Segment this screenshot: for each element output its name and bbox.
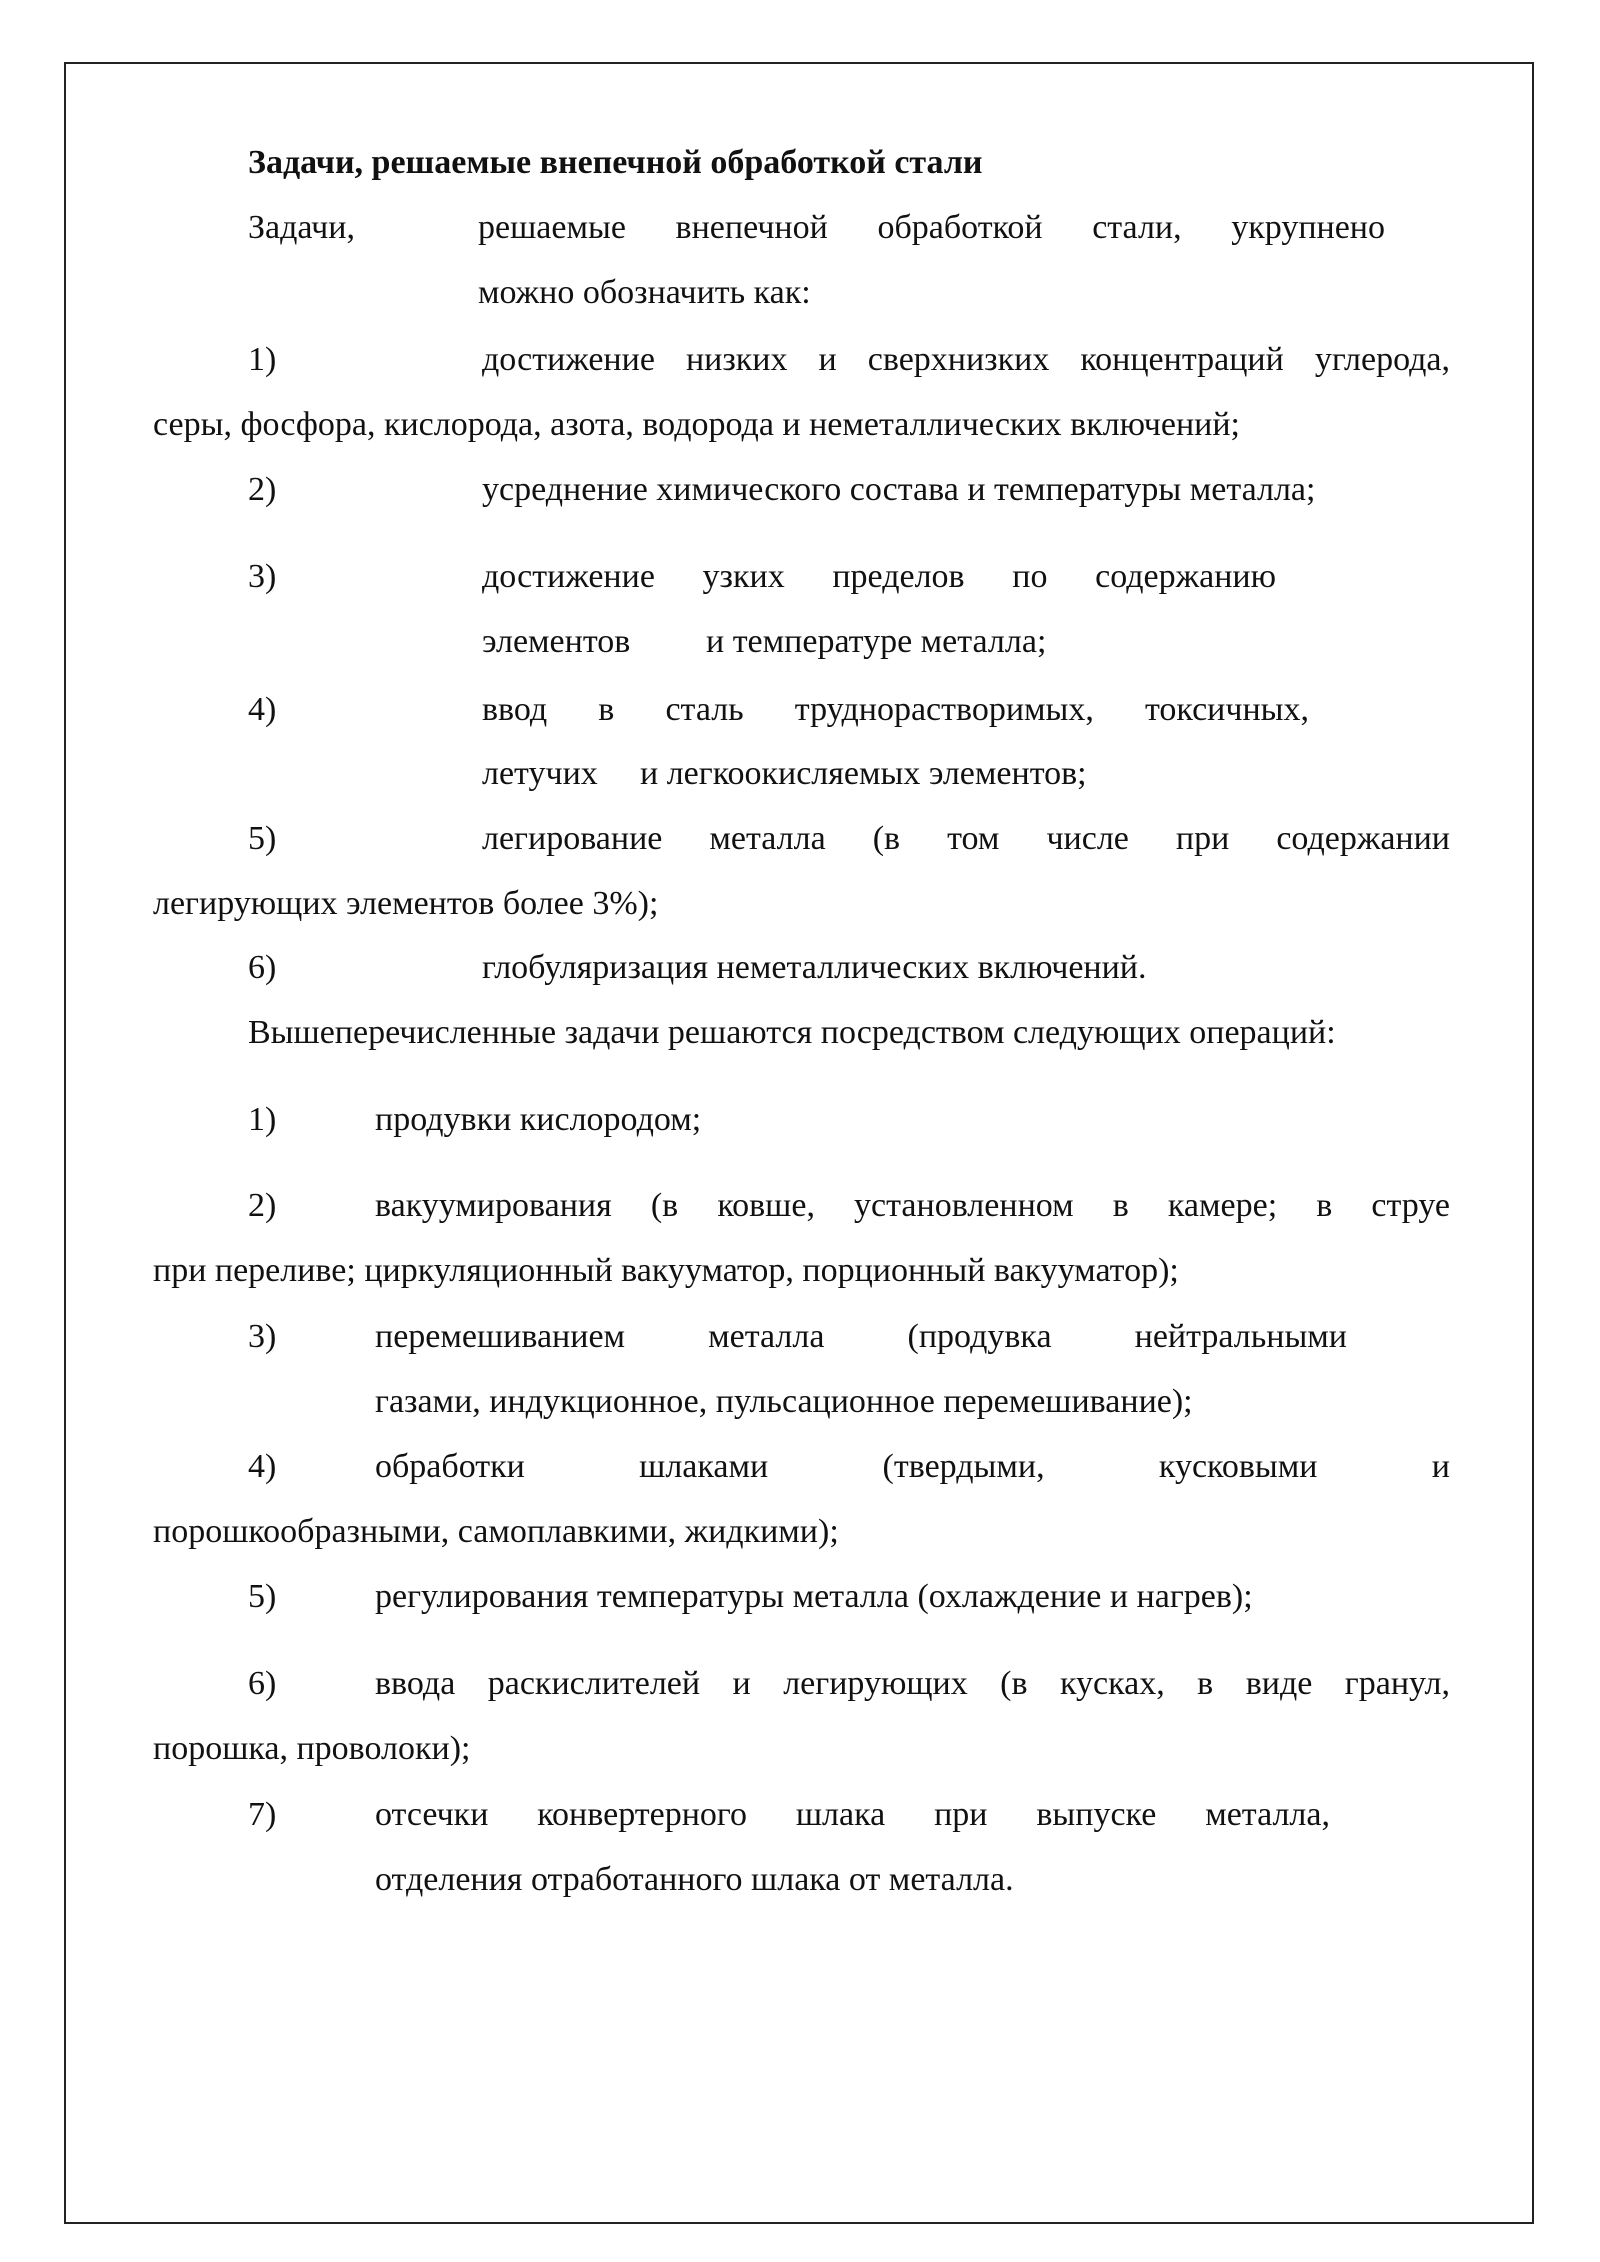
operations-intro: Вышеперечисленные задачи решаются посредством следующих операций: [248, 1014, 1336, 1051]
operation-text: вакуумирования (в ковше, установленном в камере; в струе [375, 1187, 1450, 1224]
operation-text: продувки кислородом; [375, 1101, 702, 1138]
task-text: ввод в сталь труднорастворимых, токсичных, [482, 691, 1309, 728]
task-number: 1) [248, 341, 277, 378]
task-text: усреднение химического состава и температуры металла; [482, 471, 1316, 508]
operation-number: 5) [248, 1578, 277, 1615]
operation-number: 6) [248, 1665, 277, 1702]
task-text: достижение низких и сверхнизких концентраций углерода, [482, 341, 1450, 378]
operation-text: регулирования температуры металла (охлаждение и нагрев); [375, 1578, 1253, 1615]
document-title: Задачи, решаемые внепечной обработкой стали [248, 144, 983, 181]
operation-number: 4) [248, 1448, 277, 1485]
operation-text: перемешиванием металла (продувка нейтральными [375, 1318, 1347, 1355]
operation-text-continued: при переливе; циркуляционный вакууматор, порционный вакууматор); [153, 1252, 1179, 1289]
operation-text: отсечки конвертерного шлака при выпуске металла, [375, 1796, 1330, 1833]
task-number: 6) [248, 949, 277, 986]
task-number: 5) [248, 820, 277, 857]
operation-number: 3) [248, 1318, 277, 1355]
operation-text-continued: газами, индукционное, пульсационное перемешивание); [375, 1383, 1193, 1420]
operation-number: 2) [248, 1187, 277, 1224]
operation-text-continued: порошка, проволоки); [153, 1730, 471, 1767]
task-text-continued: элементов [482, 623, 631, 660]
task-text: глобуляризация неметаллических включений. [482, 949, 1147, 986]
task-number: 3) [248, 558, 277, 595]
operation-text: ввода раскислителей и легирующих (в кусках, в виде гранул, [375, 1665, 1450, 1702]
task-number: 4) [248, 691, 277, 728]
task-text-continued: и легкоокисляемых элементов; [640, 755, 1087, 792]
task-text-continued: летучих [482, 755, 598, 792]
intro-line-2: можно обозначить как: [478, 274, 811, 311]
task-text-continued: легирующих элементов более 3%); [153, 885, 659, 922]
operation-text-continued: отделения отработанного шлака от металла. [375, 1861, 1014, 1898]
task-text: достижение узких пределов по содержанию [482, 558, 1276, 595]
task-text-continued: серы, фосфора, кислорода, азота, водорода и неметаллических включений; [153, 406, 1241, 443]
intro-line-1: решаемые внепечной обработкой стали, укрупнено [478, 209, 1385, 246]
operation-text-continued: порошкообразными, самоплавкими, жидкими); [153, 1513, 839, 1550]
task-number: 2) [248, 471, 277, 508]
task-text: легирование металла (в том числе при содержании [482, 820, 1450, 857]
task-text-continued: и температуре металла; [706, 623, 1047, 660]
intro-word: Задачи, [248, 209, 355, 246]
operation-text: обработки шлаками (твердыми, кусковыми и [375, 1448, 1450, 1485]
operation-number: 1) [248, 1101, 277, 1138]
operation-number: 7) [248, 1796, 277, 1833]
